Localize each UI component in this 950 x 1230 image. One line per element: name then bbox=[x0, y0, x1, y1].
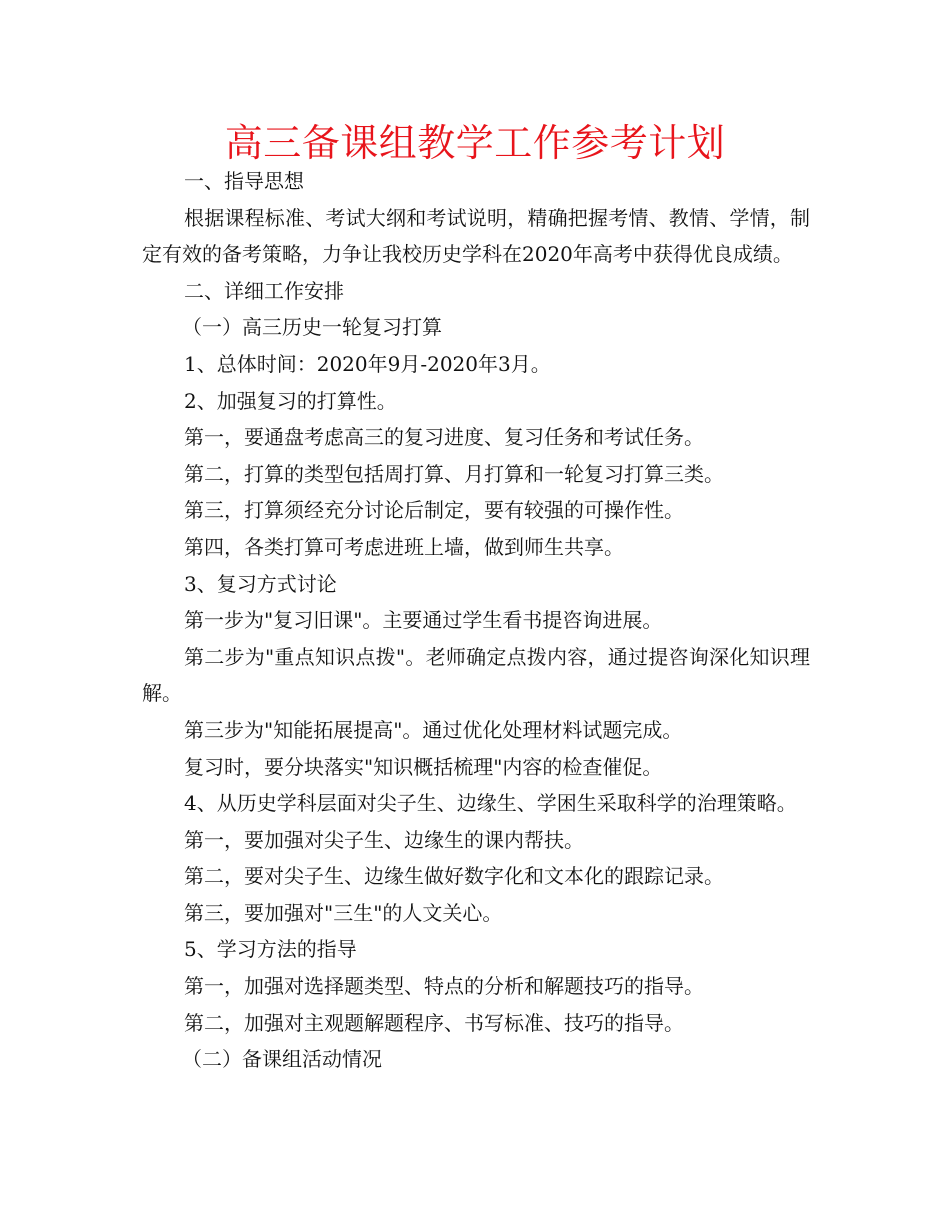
document-title: 高三备课组教学工作参考计划 bbox=[224, 121, 726, 165]
list-item: 5、学习方法的指导 bbox=[184, 937, 357, 962]
list-item: 第一，要加强对尖子生、边缘生的课内帮扶。 bbox=[184, 827, 584, 852]
list-item: 第三步为"知能拓展提高"。通过优化处理材料试题完成。 bbox=[184, 717, 683, 742]
list-item: 4、从历史学科层面对尖子生、边缘生、学困生采取科学的治理策略。 bbox=[184, 791, 797, 816]
list-item: 第四，各类打算可考虑进班上墙，做到师生共享。 bbox=[184, 534, 624, 559]
list-item: 第二步为"重点知识点拨"。老师确定点拨内容，通过提咨询深化知识理解。 bbox=[142, 644, 810, 706]
list-item: 第一，要通盘考虑高三的复习进度、复习任务和考试任务。 bbox=[184, 425, 704, 450]
section-heading-guiding-thought: 一、指导思想 bbox=[184, 169, 304, 193]
list-item: 第二，加强对主观题解题程序、书写标准、技巧的指导。 bbox=[184, 1010, 684, 1035]
list-item: 第一步为"复习旧课"。主要通过学生看书提咨询进展。 bbox=[184, 608, 663, 633]
list-item: 第二，要对尖子生、边缘生做好数字化和文本化的跟踪记录。 bbox=[184, 864, 724, 889]
list-item: 第三，要加强对"三生"的人文关心。 bbox=[184, 900, 503, 925]
paragraph-guiding-thought: 根据课程标准、考试大纲和考试说明，精确把握考情、教情、学情，制定有效的备考策略，力争让我校历史学科在2020年高考中获得优良成绩。 bbox=[142, 205, 810, 267]
list-item: 第一，加强对选择题类型、特点的分析和解题技巧的指导。 bbox=[184, 974, 704, 999]
list-item: 第三，打算须经充分讨论后制定，要有较强的可操作性。 bbox=[184, 498, 684, 523]
document-body bbox=[142, 163, 810, 1078]
list-item: 2、加强复习的打算性。 bbox=[184, 388, 397, 413]
subsection-heading-group-activities: （二）备课组活动情况 bbox=[182, 1047, 382, 1072]
list-item: 1、总体时间：2020年9月-2020年3月。 bbox=[184, 351, 551, 376]
list-item: 第二，打算的类型包括周打算、月打算和一轮复习打算三类。 bbox=[184, 461, 724, 486]
list-item: 3、复习方式讨论 bbox=[184, 571, 337, 596]
list-item: 复习时，要分块落实"知识概括梳理"内容的检查催促。 bbox=[184, 754, 663, 779]
section-heading-work-arrangement: 二、详细工作安排 bbox=[184, 278, 344, 303]
subsection-heading-review-plan: （一）高三历史一轮复习打算 bbox=[182, 315, 442, 340]
